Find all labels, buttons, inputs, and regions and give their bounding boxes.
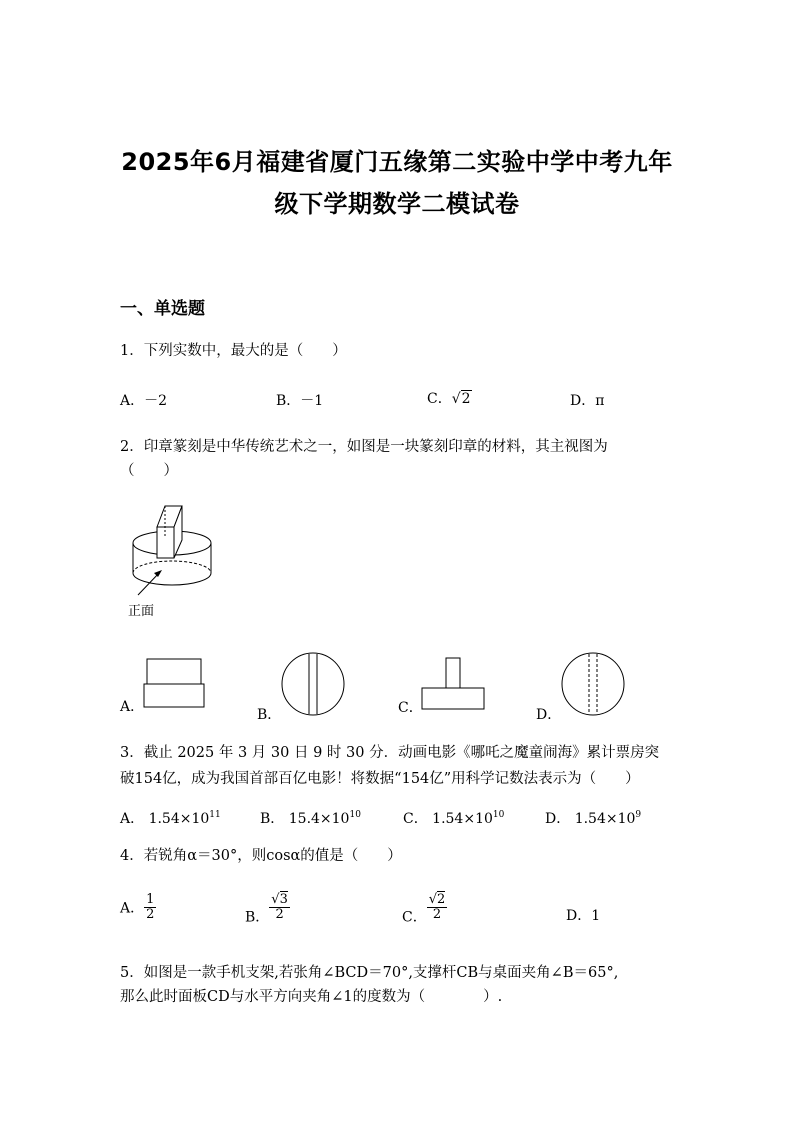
option-label: C． bbox=[403, 811, 428, 827]
question-3-stem-line1: 3．截止 2025 年 3 月 30 日 9 时 30 分．动画电影《哪吒之魔童闹海》累计票房突 bbox=[120, 745, 660, 761]
option-base: 1.54×10 bbox=[574, 811, 636, 827]
fraction-numerator: √2 bbox=[428, 892, 446, 907]
question-1-option-d bbox=[570, 390, 604, 410]
section-heading: 一、单选题 bbox=[120, 299, 205, 319]
fraction bbox=[269, 893, 290, 922]
option-label: A． bbox=[120, 393, 145, 409]
option-label: D． bbox=[545, 811, 571, 827]
fraction bbox=[427, 893, 448, 922]
fraction-numerator: 1 bbox=[146, 892, 155, 907]
question-4-option-d bbox=[566, 905, 600, 925]
option-value: π bbox=[595, 393, 605, 409]
question-4-option-c bbox=[402, 893, 447, 927]
option-exponent: 10 bbox=[349, 810, 361, 820]
option-b-shape bbox=[280, 651, 346, 717]
option-exponent: 9 bbox=[635, 810, 642, 820]
radicand: 3 bbox=[279, 892, 288, 907]
question-3-option-d bbox=[545, 808, 641, 828]
radicand: 2 bbox=[461, 391, 471, 407]
option-label: B． bbox=[245, 909, 270, 926]
fraction bbox=[144, 893, 156, 922]
fraction-numerator: √3 bbox=[271, 892, 288, 907]
sqrt-expression: √2 bbox=[451, 391, 471, 407]
question-4-option-b bbox=[245, 893, 290, 927]
question-2-stem-line2: （ ） bbox=[120, 463, 178, 479]
option-label: A． bbox=[120, 900, 145, 917]
question-3-stem-line2: 破154亿，成为我国首部百亿电影！将数据“154亿”用科学记数法表示为（ ） bbox=[120, 771, 640, 787]
page-title-line2: 级下学期数学二模试卷 bbox=[274, 190, 520, 218]
question-3-option-c bbox=[403, 808, 504, 828]
option-c-shape bbox=[421, 657, 485, 711]
question-4-stem: 4．若锐角α＝30°，则cosα的值是（ ） bbox=[120, 848, 402, 864]
option-exponent: 11 bbox=[209, 810, 221, 820]
question-1-stem: 1．下列实数中，最大的是（ ） bbox=[120, 343, 347, 359]
option-label: C． bbox=[402, 909, 427, 926]
option-d-shape bbox=[560, 651, 626, 717]
question-2-option-b-label: B． bbox=[257, 707, 282, 723]
option-value: －2 bbox=[144, 393, 168, 409]
question-4-option-a bbox=[120, 893, 156, 922]
question-2-option-c-label: C． bbox=[398, 700, 423, 716]
fraction-denominator: 2 bbox=[146, 907, 155, 922]
option-label: A． bbox=[120, 811, 145, 827]
question-1-option-c bbox=[427, 388, 472, 408]
question-2-option-a-label: A． bbox=[120, 699, 145, 715]
question-2-stem-line1: 2．印章篆刻是中华传统艺术之一，如图是一块篆刻印章的材料，其主视图为 bbox=[120, 439, 608, 455]
question-1-option-a bbox=[120, 390, 167, 410]
front-view-label: 正面 bbox=[128, 604, 155, 619]
question-3-option-a bbox=[120, 808, 221, 828]
question-5-stem-line2: 那么此时面板CD与水平方向夹角∠1的度数为（ ）. bbox=[120, 989, 503, 1005]
page-title-line1: 2025年6月福建省厦门五缘第二实验中学中考九年 bbox=[121, 148, 673, 176]
option-value: 1 bbox=[591, 908, 601, 924]
question-5-stem-line1: 5．如图是一款手机支架,若张角∠BCD＝70°,支撑杆CB与桌面夹角∠B＝65°, bbox=[120, 965, 619, 981]
fraction-denominator: 2 bbox=[275, 907, 284, 922]
option-exponent: 10 bbox=[492, 810, 505, 820]
fraction-denominator: 2 bbox=[432, 907, 442, 922]
option-label: D． bbox=[566, 908, 592, 924]
option-base: 1.54×10 bbox=[432, 811, 493, 827]
option-label: C． bbox=[427, 391, 452, 407]
option-value: －1 bbox=[300, 393, 324, 409]
option-label: D． bbox=[570, 393, 596, 409]
option-base: 15.4×10 bbox=[288, 811, 350, 827]
option-label: B． bbox=[260, 811, 285, 827]
radicand: 2 bbox=[437, 892, 446, 907]
option-a-shape bbox=[143, 658, 205, 710]
option-label: B． bbox=[276, 393, 301, 409]
question-2-option-d-label: D． bbox=[536, 707, 562, 723]
question-1-option-b bbox=[276, 390, 323, 410]
question-3-option-b bbox=[260, 808, 361, 828]
option-base: 1.54×10 bbox=[148, 811, 210, 827]
